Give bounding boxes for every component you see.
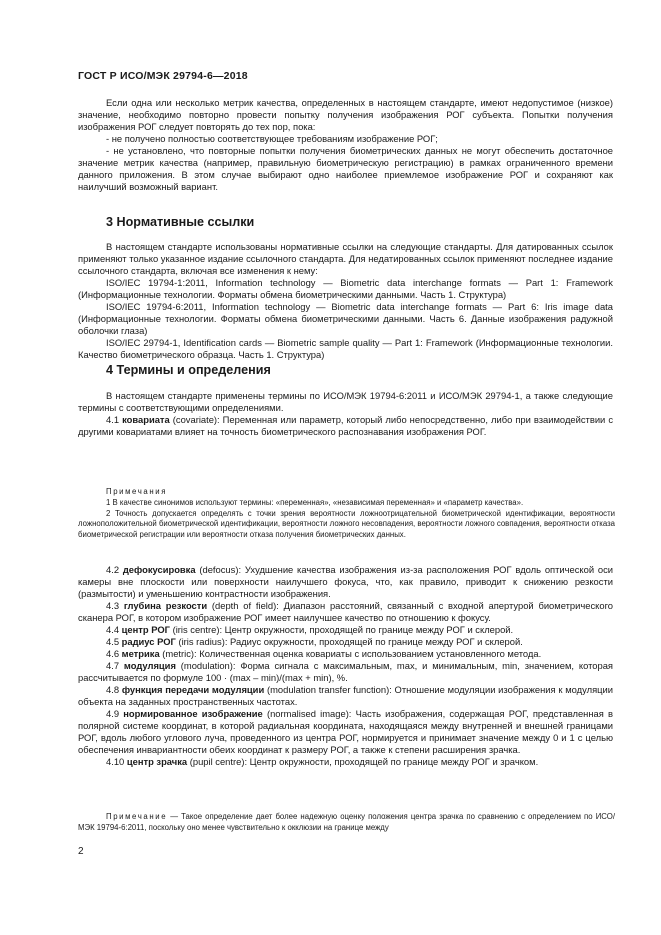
standard-header: ГОСТ Р ИСО/МЭК 29794-6—2018 — [78, 70, 248, 82]
term-entry-4-4: 4.4 центр РОГ (iris centre): Центр окружности, проходящей по границе между РОГ и склерой. — [106, 624, 514, 635]
section-4-intro: В настоящем стандарте применены термины по ИСО/МЭК 19794-6:2011 и ИСО/МЭК 29794-1, а также следующие термины с соответствующими определениями. — [78, 390, 613, 413]
term-name: глубина резкости — [123, 600, 208, 611]
term-entry-4-7: 4.7 модуляция (modulation): Форма сигнала с максимальным, max, и минимальным, min, значением, которая рассчитывается по формуле 100 · (max – min)/(max + min), %. — [78, 660, 613, 683]
note-4-10-block — [78, 812, 615, 834]
section-3-body — [78, 241, 613, 361]
notes-heading: Примечания — [106, 487, 168, 496]
notes-block — [78, 487, 615, 541]
term-entry-4-1: 4.1 ковариата (covariate): Переменная или параметр, который либо непосредственно, либо при взаимодействии с другими ковариатами влияет на точность биометрического распознавания изображения РОГ. — [78, 414, 614, 437]
term-name: нормированное изображение — [123, 708, 263, 719]
term-entry-4-5: 4.5 радиус РОГ (iris radius): Радиус окружности, проходящей по границе между РОГ и склерой. — [106, 636, 523, 647]
term-entry-4-2: 4.2 дефокусировка (defocus): Ухудшение качества изображения из-за расположения РОГ вдоль оптической оси камеры вне плоскости или поверхности наилучшего фокуса, что, как правило, приводит к снижению резкости (размытости) и уменьшению контрастности изображения. — [78, 564, 614, 599]
term-entry-4-8: 4.8 функция передачи модуляции (modulation transfer function): Отношение модуляции изображения к модуляции объекта на заданных пространственных частотах. — [78, 684, 614, 707]
intro-list-item: - не установлено, что повторные попытки получения биометрических данных не могут обеспечить достаточное значение метрик качества (например, правильную биометрическую регистрацию) в рамках ограниченного времени данного приложения. В этом случае выбирают одно наиболее приемлемое изображение РОГ и сохраняют как наилучший возможный вариант. — [78, 145, 613, 192]
normative-reference: ISO/IEC 29794-1, Identification cards — Biometric sample quality — Part 1: Framework (Информационные технологии. Качество биометрического образца. Часть 1. Структура) — [78, 337, 613, 360]
intro-list-item: - не получено полностью соответствующее требованиям изображение РОГ; — [106, 133, 438, 144]
term-name: дефокусировка — [122, 564, 196, 575]
term-name: центр РОГ — [121, 624, 170, 635]
section-4-intro-block — [78, 390, 613, 438]
normative-reference: ISO/IEC 19794-6:2011, Information technology — Biometric data interchange formats — Part 6: Iris image data (Информационные технологии. Форматы обмена биометрическими данными. Часть 6. Данные изображения радужной оболочки глаза) — [78, 301, 613, 336]
term-name: ковариата — [122, 414, 170, 425]
note-4-10: Примечание — Такое определение дает более надежную оценку положения центра зрачка по сравнению с определением по ИСО/МЭК 19794-6:2011, поскольку оно менее чувствительно к окклюзии на границе между — [78, 812, 615, 832]
page-number: 2 — [78, 846, 84, 857]
intro-block — [78, 97, 613, 193]
normative-reference: ISO/IEC 19794-1:2011, Information technology — Biometric data interchange formats — Part 1: Framework (Информационные технологии. Форматы обмена биометрическими данными. Часть 1. Структура) — [78, 277, 613, 300]
section-4-title: 4 Термины и определения — [106, 363, 271, 377]
term-entry-4-10: 4.10 центр зрачка (pupil centre): Центр окружности, проходящей по границе между РОГ и зрачком. — [106, 756, 539, 767]
term-name: радиус РОГ — [121, 636, 176, 647]
term-entry-4-9: 4.9 нормированное изображение (normalised image): Часть изображения, содержащая РОГ, представленная в полярной системе координат, в которой радиальная координата, находящаяся между внутренней и внешней границами РОГ, вдоль любого углового луча, проведенного из центра РОГ, нормируется и принимает значение между 0 и 1 с целью обеспечения инвариантности обеих координат к размеру РОГ, а также к степени расширения зрачка. — [78, 708, 613, 755]
term-entry-4-3: 4.3 глубина резкости (depth of field): Диапазон расстояний, связанный с входной апертурой биометрического сканера РОГ, в котором изображение РОГ имеет наилучшее качество по отношению к фокусу. — [78, 600, 613, 623]
term-name: центр зрачка — [126, 756, 188, 767]
terms-block — [78, 564, 613, 768]
term-name: функция передачи модуляции — [121, 684, 265, 695]
section-3-title: 3 Нормативные ссылки — [106, 215, 255, 229]
section-3-paragraph: В настоящем стандарте использованы нормативные ссылки на следующие стандарты. Для датированных ссылок применяют только указанное издание ссылочного стандарта. Для недатированных ссылок применяют последнее издание ссылочного стандарта, включая все изменения к нему: — [78, 241, 613, 276]
note-item: 2 Точность допускается определять с точки зрения вероятности ложноотрицательной биометрической идентификации, вероятности ложноположительной биометрической идентификации, вероятности ложного несовпадения, вероятности ложного совпадения, вероятности отказа биометрической регистрации или вероятности отказа получения биометрических данных. — [78, 508, 615, 540]
note-item: 1 В качестве синонимов используют термины: «переменная», «независимая переменная» и «параметр качества». — [106, 497, 524, 507]
term-name: метрика — [121, 648, 160, 659]
term-name: модуляция — [123, 660, 176, 671]
term-entry-4-6: 4.6 метрика (metric): Количественная оценка ковариаты с использованием установленного метода. — [106, 648, 542, 659]
intro-paragraph: Если одна или несколько метрик качества, определенных в настоящем стандарте, имеют недопустимое (низкое) значение, необходимо повторно провести попытку получения изображения РОГ субъекта. Попытки получения изображения РОГ следует повторять до тех пор, пока: — [78, 97, 613, 132]
